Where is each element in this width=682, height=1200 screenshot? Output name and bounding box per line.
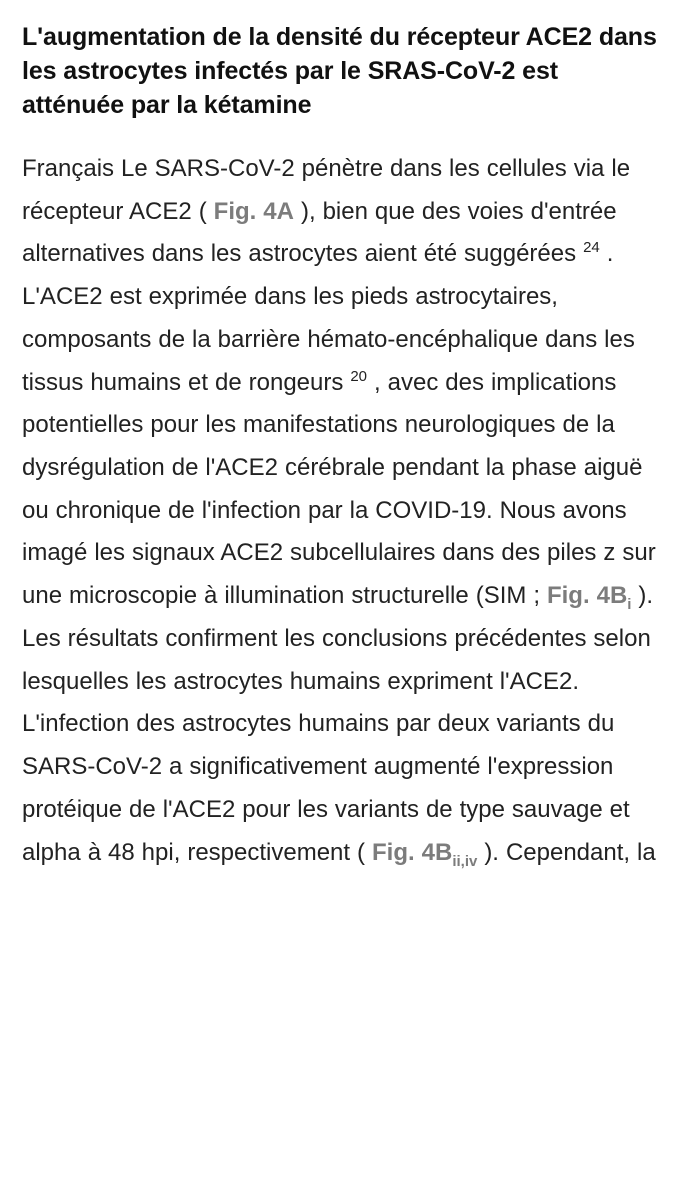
figure-reference-subscript-ii: ii [452, 852, 461, 870]
body-text-segment-2: ), bien que des voies d'entrée alternatives dans les astrocytes aient été suggérées [22, 197, 617, 268]
body-text-segment-4: , avec des implications potentielles pour les manifestations neurologiques de la dysrégulation de l'ACE2 cérébrale pendant la phase aiguë ou chronique de l'infection par la COVID-19. Nous avons imagé les signaux ACE2 subcellulaires dans des piles z sur une microscopie à illumination structurelle (SIM ; [22, 368, 656, 610]
figure-reference-4b-ii-iv-wrap [372, 838, 478, 870]
body-text-segment-6: ). Cependant, la [484, 838, 656, 866]
citation-24[interactable]: 24 [583, 239, 600, 257]
article-body-paragraph [22, 148, 660, 874]
body-text-segment-3: . L'ACE2 est exprimée dans les pieds astrocytaires, composants de la barrière hémato-encéphalique dans les tissus humains et de rongeurs [22, 240, 635, 396]
body-text-segment-5: ). Les résultats confirment les conclusions précédentes selon lesquelles les astrocytes humains expriment l'ACE2. L'infection des astrocytes humains par deux variants du SARS-CoV-2 a significativement augmenté l'expression protéique de l'ACE2 pour les variants de type sauvage et alpha à 48 hpi, respectivement ( [22, 582, 654, 866]
body-text-segment-1: Français Le SARS-CoV-2 pénètre dans les cellules via le récepteur ACE2 ( [22, 155, 631, 225]
figure-reference-subscript-iv: iv [464, 852, 478, 870]
figure-reference-subscript-i: i [627, 595, 632, 613]
page-title: L'augmentation de la densité du récepteur ACE2 dans les astrocytes infectés par le SRAS-CoV-2 est atténuée par la kétamine [22, 23, 657, 119]
figure-reference-4a[interactable]: Fig. 4A [213, 197, 294, 225]
citation-20[interactable]: 20 [350, 367, 368, 385]
figure-reference-subscript-separator: , [460, 852, 465, 870]
figure-reference-4b-ii-iv[interactable]: Fig. 4B [372, 838, 453, 866]
figure-reference-4b-i[interactable]: Fig. 4B [546, 582, 628, 610]
figure-reference-4b-i-wrap [546, 582, 632, 613]
